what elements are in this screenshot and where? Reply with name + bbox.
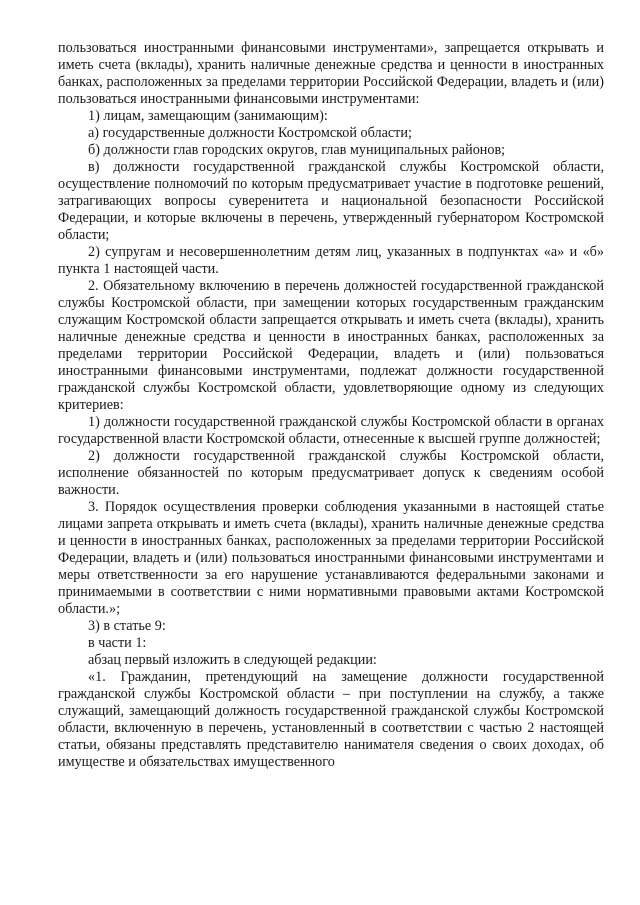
paragraph-amendment-intro: абзац первый изложить в следующей редакции: [88,652,377,668]
paragraph-criterion-2: 2) должности государственной гражданской службы Костромской области, исполнение обязанностей по которым предусматривает допуск к сведениям особой важности. [58,448,604,498]
paragraph-item-a: а) государственные должности Костромской области; [88,125,412,141]
paragraph-item-v: в) должности государственной гражданской службы Костромской области, осуществление полномочий по которым предусматривает участие в подготовке решений, затрагивающих вопросы суверенитета и национальной безопасности Российской Федерации, и которые включены в перечень, утвержденный губернатором Костромской области; [58,159,604,243]
paragraph-item-b: б) должности глав городских округов, глав муниципальных районов; [88,142,506,158]
paragraph-amendment-text: «1. Гражданин, претендующий на замещение должности государственной гражданской службы Костромской области – при поступлении на службу, а также служащий, замещающий должность государственной гражданской службы Костромской области, включенную в перечень, установленный в соответствии с частью 2 настоящей статьи, обязаны представлять представителю нанимателя сведения о своих доходах, об имуществе и обязательствах имущественного [58,669,604,770]
paragraph-criterion-1: 1) должности государственной гражданской службы Костромской области в органах государственной власти Костромской области, отнесенные к высшей группе должностей; [58,414,604,447]
paragraph-part-3: 3. Порядок осуществления проверки соблюдения указанными в настоящей статье лицами запрета открывать и иметь счета (вклады), хранить наличные денежные средства и ценности в иностранных банках, расположенных за пределами территории Российской Федерации, владеть и (или) пользоваться иностранными финансовыми инструментами и меры ответственности за его нарушение устанавливаются федеральными законами и принимаемыми в соответствии с ними нормативными правовыми актами Костромской области.»; [58,499,604,617]
paragraph-part-1-heading: в части 1: [88,635,147,651]
paragraph-part-2: 2. Обязательному включению в перечень должностей государственной гражданской службы Костромской области, при замещении которых государственным гражданским служащим Костромской области запрещается открывать и иметь счета (вклады), хранить наличные денежные средства и ценности в иностранных банках, расположенных за пределами территории Российской Федерации, владеть и (или) пользоваться иностранными финансовыми инструментами, подлежат должности государственной гражданской службы Костромской области, удовлетворяющие одному из следующих критериев: [58,278,604,413]
paragraph-item-2: 2) супругам и несовершеннолетним детям лиц, указанных в подпунктах «а» и «б» пункта 1 настоящей части. [58,244,604,277]
paragraph-item-1: 1) лицам, замещающим (занимающим): [88,108,328,124]
paragraph-article-9: 3) в статье 9: [88,618,166,634]
document-page [58,40,604,771]
paragraph-continuation: пользоваться иностранными финансовыми инструментами», запрещается открывать и иметь счета (вклады), хранить наличные денежные средства и ценности в иностранных банках, расположенных за пределами территории Российской Федерации, владеть и (или) пользоваться иностранными финансовыми инструментами: [58,40,604,107]
